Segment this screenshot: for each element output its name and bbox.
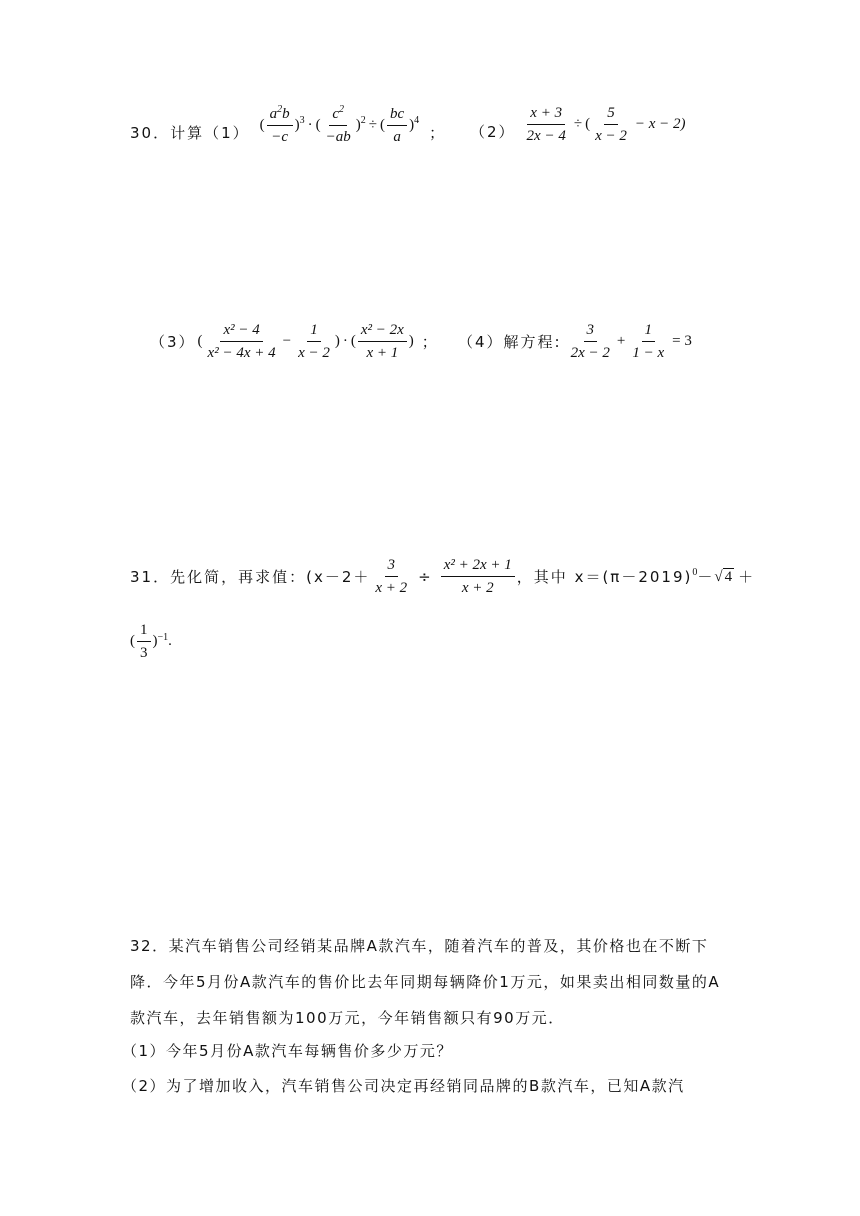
q30-expr3: ( $\frac{\text{x² − 4}}{\text{x² − 4x + 4}}$ − $\frac{1}{x - 2}$ ) · ( $\frac{\text{x² − 2x}}{x + 1}$ ) [197,322,414,361]
q31-line1: 31．先化简，再求值：(x－2＋ $\frac{3}{x + 2}$ ÷ $\frac{\text{x² + 2x + 1}}{x + 2}$ ，其中 x＝(π－2019) 0 － √ 4 ＋ [130,557,756,596]
q30-expr2: $\frac{x + 3}{2x - 4}$ ÷ ( $\frac{5}{x - 2}$ − x − 2) [526,105,686,144]
q32-paragraph: 32．某汽车销售公司经销某品牌A款汽车，随着汽车的普及，其价格也在不断下降．今年5月份A款汽车的售价比去年同期每辆降价1万元，如果卖出相同数量的A款汽车，去年销售额为100万元，今年销售额只有90万元． [130,937,721,1027]
q31-third: $\frac{1}{3}$ [137,620,151,663]
q32-sub1: （1）今年5月份A款汽车每辆售价多少万元？ [122,1042,453,1060]
q31-line2: ( $\frac{1}{3}$ ) −1 . [130,622,172,661]
q31-frac2: $\frac{\text{x² + 2x + 1}}{x + 2}$ [441,555,515,598]
q30-part2: （2） $\frac{x + 3}{2x - 4}$ ÷ ( $\frac{5}{x - 2}$ − x − 2) [470,105,686,144]
q30-expr1: ( $\frac{a^2b}{-c}$ )$^3$ · ( $\frac{c^2}{-ab}$ )$^2$ ÷ ( $\frac{bc}{a}$ )$^4$ [259,104,420,145]
q30-row1: 30．计算（1） ( $\frac{a^2b}{-c}$ )$^3$ · ( $\frac{c^2}{-ab}$ )$^2$ ÷ ( $\frac{bc}{a}$ )$^4$ ； [130,104,447,145]
q30-part4: （4）解方程: $\frac{3}{2x - 2}$ + $\frac{1}{1 - x}$ = 3 [458,322,692,361]
q30-part3: （3） ( $\frac{\text{x² − 4}}{\text{x² − 4x + 4}}$ − $\frac{1}{x - 2}$ ) · ( $\frac{\text{x² − 2x}}{x + 1}$ ) ； [150,322,439,361]
q31-frac1: $\frac{3}{x + 2}$ [375,557,408,596]
q30-expr4: $\frac{3}{2x - 2}$ + $\frac{1}{1 - x}$ = 3 [570,322,692,361]
q31-sqrt: √ 4 [714,568,733,585]
q32-sub2: （2）为了增加收入，汽车销售公司决定再经销同品牌的B款汽车，已知A款汽 [122,1077,685,1095]
q30-label: 30．计算（1） [130,124,250,142]
